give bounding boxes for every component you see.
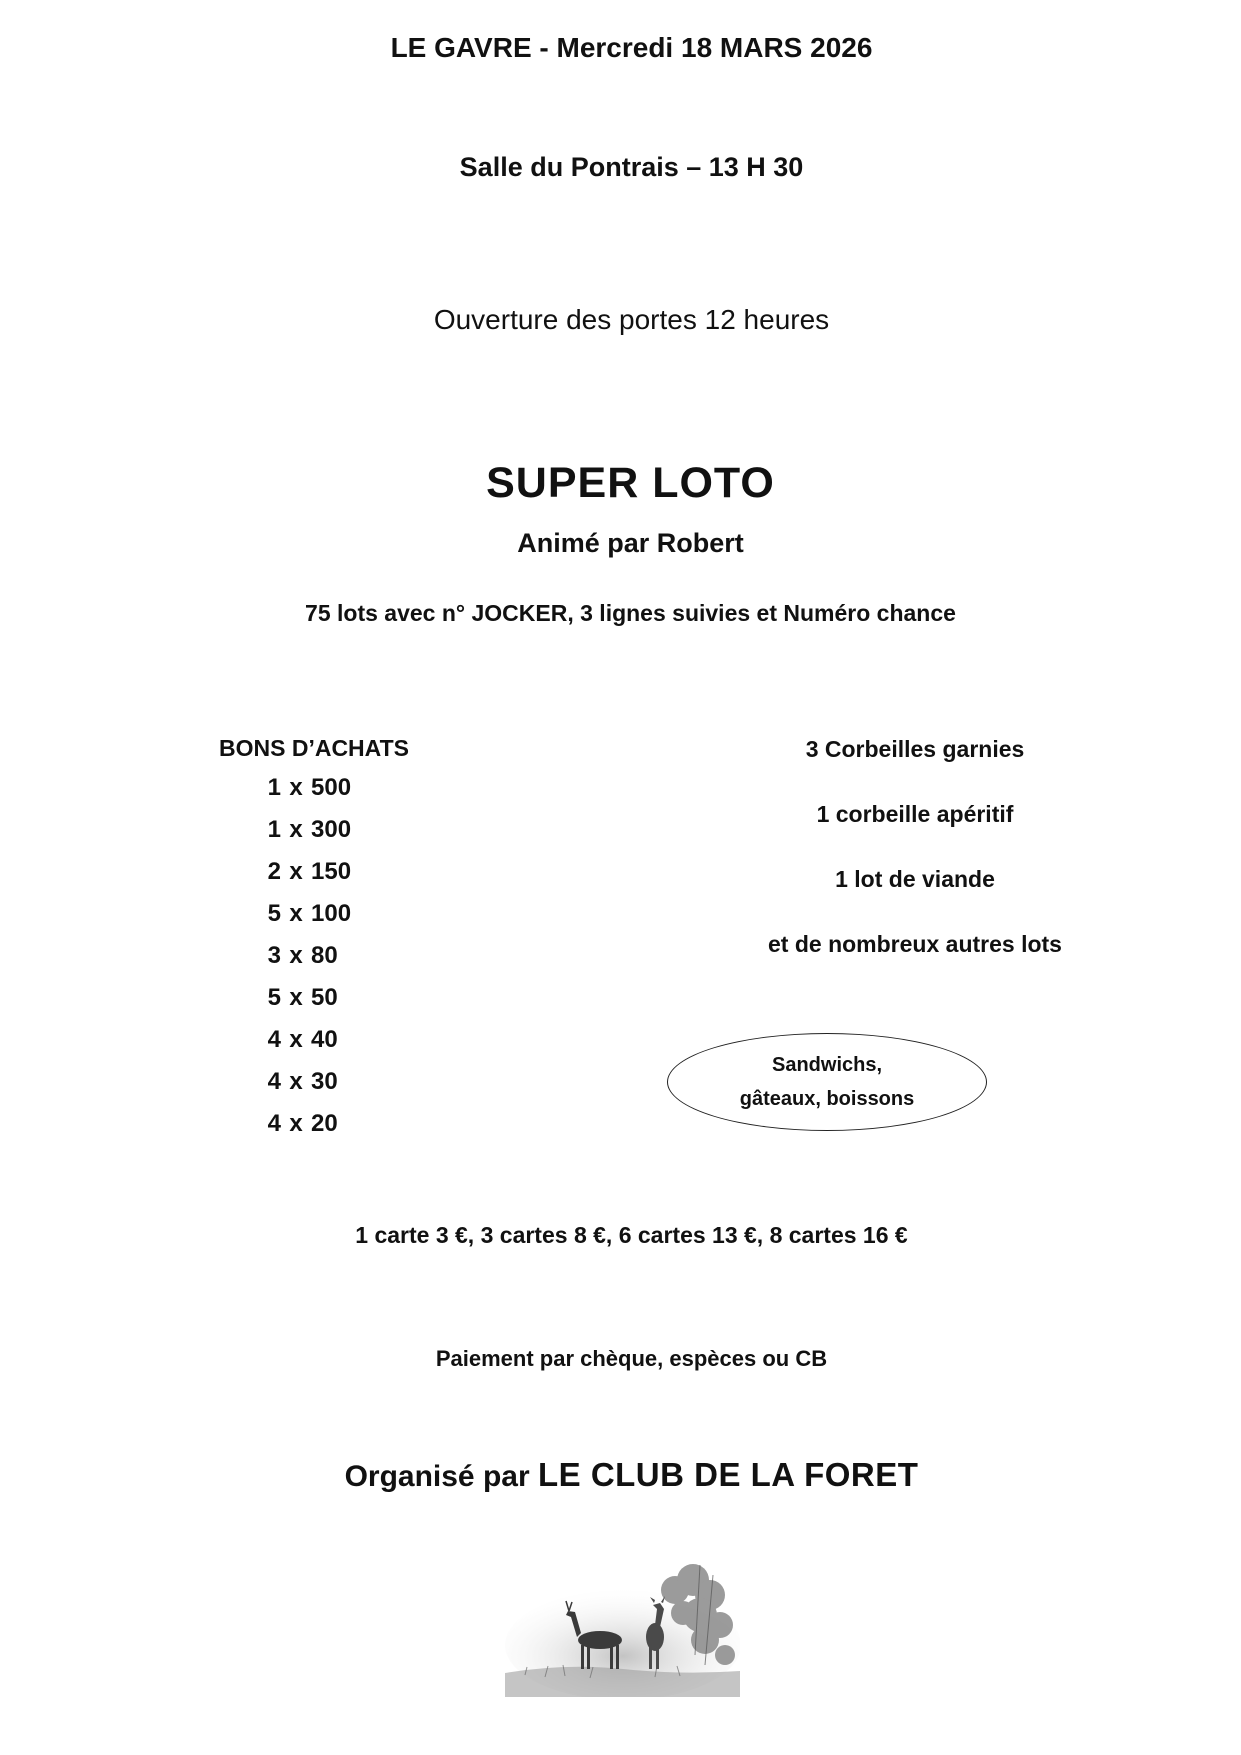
prizes-list	[700, 735, 1130, 995]
vouchers-list	[219, 774, 419, 1152]
voucher-item: 4 x 30	[267, 1068, 338, 1095]
refreshments-line-1: Sandwichs,	[771, 1054, 883, 1076]
voucher-item: 4 x 40	[267, 1026, 338, 1053]
lots-line: 75 lots avec n° JOCKER, 3 lignes suivies et Numéro chance	[305, 600, 956, 626]
event-host: Animé par Robert	[517, 528, 744, 558]
organizer-line	[0, 1456, 1241, 1494]
payment-line: Paiement par chèque, espèces ou CB	[435, 1346, 828, 1371]
voucher-item: 1 x 500	[267, 774, 352, 801]
voucher-item: 3 x 80	[267, 942, 338, 969]
prize-item: 3 Corbeilles garnies	[805, 736, 1025, 762]
voucher-item: 4 x 20	[267, 1110, 338, 1137]
date-line: LE GAVRE - Mercredi 18 MARS 2026	[390, 32, 873, 63]
refreshments-oval	[667, 1033, 987, 1131]
doors-line: Ouverture des portes 12 heures	[433, 304, 830, 335]
prize-item: 1 corbeille apéritif	[816, 801, 1014, 827]
prize-item: et de nombreux autres lots	[768, 931, 1062, 957]
voucher-item: 2 x 150	[267, 858, 352, 885]
deer-illustration-icon	[505, 1545, 740, 1697]
voucher-item: 1 x 300	[267, 816, 352, 843]
vouchers-heading: BONS D’ACHATS	[219, 735, 409, 761]
organizer-club: LE CLUB DE LA FORET	[537, 1456, 919, 1493]
venue-line: Salle du Pontrais – 13 H 30	[459, 152, 804, 182]
voucher-item: 5 x 50	[267, 984, 338, 1011]
prize-item: 1 lot de viande	[835, 866, 995, 892]
event-title: SUPER LOTO	[486, 459, 775, 507]
pricing-line: 1 carte 3 €, 3 cartes 8 €, 6 cartes 13 €, 8 cartes 16 €	[355, 1222, 908, 1248]
organizer-prefix: Organisé par	[344, 1460, 530, 1493]
voucher-item: 5 x 100	[267, 900, 352, 927]
refreshments-line-2: gâteaux, boissons	[739, 1088, 915, 1110]
